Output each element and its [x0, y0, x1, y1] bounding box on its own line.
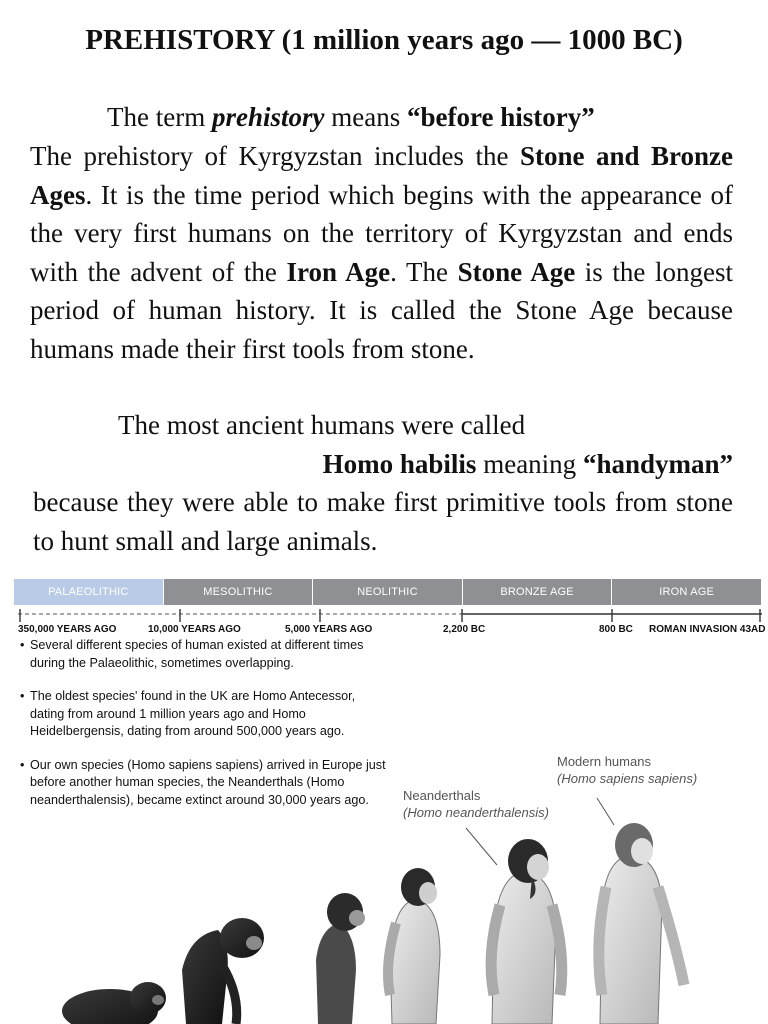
term-handyman: “handyman” [582, 448, 733, 479]
timeline-axis [0, 605, 768, 625]
page-title: PREHISTORY (1 million years ago — 1000 BC) [85, 24, 683, 56]
term-prehistory: prehistory [211, 102, 325, 132]
list-item: • The oldest species' found in the UK are Homo Antecessor, dating from around 1 million years ago and Homo Heidelbergensis, dating from around 500,000 years ago. [20, 688, 390, 741]
tick-label: 800 BC [599, 624, 633, 635]
ape-figure-1 [62, 982, 166, 1024]
pointer-line [597, 798, 614, 825]
caption-modern-humans [557, 753, 697, 787]
text-run: . It is the time period which begins with the appearance of the very first humans on the territory of Kyrgyzstan and ends with the advent of the [30, 179, 733, 287]
intro-paragraph-3 [30, 406, 733, 483]
text-run: is the longest period of human history. It is called the Stone Age because humans made their first tools from stone. [30, 256, 734, 364]
intro-paragraph-2 [30, 137, 733, 368]
era-mesolithic: MESOLITHIC [163, 579, 313, 605]
term-homo-habilis: Homo habilis [322, 448, 477, 479]
tick-label: 350,000 YEARS AGO [18, 624, 117, 635]
timeline-bar [14, 579, 761, 605]
modern-human-figure [599, 823, 684, 1024]
tick-label: 2,200 BC [443, 624, 486, 635]
intro-paragraph-1 [30, 98, 733, 137]
neanderthal-figure [491, 839, 562, 1024]
text-run: means [324, 102, 407, 132]
text-run: The prehistory of Kyrgyzstan includes the [30, 141, 520, 171]
caption-text: Neanderthals [403, 788, 481, 803]
caption-latin: (Homo sapiens sapiens) [557, 771, 698, 786]
text-run: . The [390, 256, 458, 287]
ape-figure-2 [182, 918, 264, 1024]
text-run: meaning [476, 448, 583, 479]
hominid-figure-3 [316, 893, 365, 1024]
era-iron-age: IRON AGE [611, 579, 761, 605]
pointer-line [466, 828, 497, 865]
term-stone-age: Stone Age [457, 256, 576, 287]
era-palaeolithic: PALAEOLITHIC [14, 579, 163, 605]
era-bronze-age: BRONZE AGE [462, 579, 612, 605]
tick-label: ROMAN INVASION 43AD [649, 624, 766, 635]
caption-text: Modern humans [557, 754, 651, 769]
era-neolithic: NEOLITHIC [312, 579, 462, 605]
term-stone-bronze: Stone and Bronze Ages [30, 141, 734, 210]
hominid-figure-4 [388, 868, 440, 1024]
intro-paragraph-3-cont: because they were able to make first primitive tools from stone to hunt small and large animals. [33, 487, 733, 556]
term-iron-age: Iron Age [286, 256, 391, 287]
tick-label: 10,000 YEARS AGO [148, 624, 241, 635]
text-run: The most ancient humans were called [118, 410, 526, 440]
list-item: • Our own species (Homo sapiens sapiens) arrived in Europe just before another human species, the Neanderthals (Homo neanderthalensis), became extinct around 30,000 years ago. [20, 757, 390, 810]
text-run: The term [107, 102, 212, 132]
human-evolution-illustration [0, 795, 768, 1024]
tick-label: 5,000 YEARS AGO [285, 624, 373, 635]
list-item: • Several different species of human existed at different times during the Palaeolithic, sometimes overlapping. [20, 637, 390, 672]
caption-latin: (Homo neanderthalensis) [403, 805, 549, 820]
term-before-history: “before history” [406, 102, 595, 132]
